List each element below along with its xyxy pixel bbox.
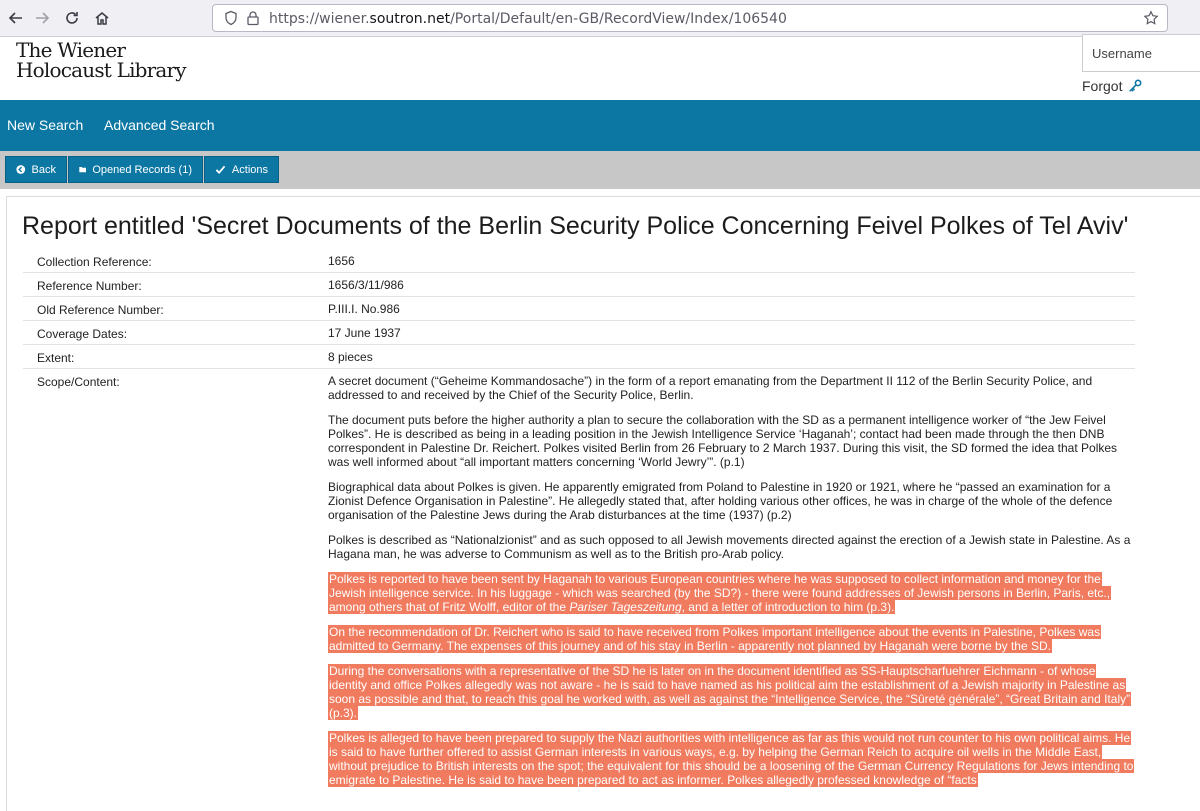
shield-icon[interactable] — [223, 10, 239, 26]
check-icon — [215, 164, 226, 175]
scope-paragraph-highlighted — [328, 572, 1135, 614]
url-prefix: https://wiener. — [269, 11, 370, 27]
key-icon — [1128, 79, 1142, 93]
record-toolbar — [0, 151, 1200, 189]
field-row-extent — [23, 345, 1135, 369]
address-bar[interactable] — [212, 4, 1168, 32]
scope-content — [314, 369, 1135, 803]
highlight-text: Polkes is reported to have been sent by Haganah to various European countries where he was supposed to collect information and money for the Jewish intelligence service. In his luggage - which was searched (by the SD?) - there were found addresses of Jewish persons in Berlin, Paris, etc., among others that of Fritz Wolff, editor of the — [329, 572, 1111, 614]
star-icon[interactable] — [1143, 10, 1159, 26]
username-input[interactable] — [1082, 34, 1200, 72]
field-value: 8 pieces — [314, 345, 1135, 369]
highlight-italic-text: Pariser Tageszeitung — [569, 600, 682, 614]
logo-line-2: Holocaust Library — [16, 58, 186, 82]
scope-paragraph: A secret document (“Geheime Kommandosache”) in the form of a report emanating from the Department II 112 of the Berlin Security Police, and addressed to and received by the Chief of the Security Police, Berlin. — [328, 374, 1093, 402]
forgot-label: Forgot — [1082, 78, 1123, 94]
browser-toolbar — [0, 0, 1200, 37]
back-arrow-icon[interactable] — [4, 6, 28, 30]
opened-records-button[interactable] — [68, 156, 203, 183]
site-logo[interactable] — [16, 40, 186, 80]
scope-paragraph: Polkes is described as “Nationalzionist” and as such opposed to all Jewish movements directed against the erection of a Jewish state in Palestine. As a Hagana man, he was adverse to Communism as well as to the British pro-Arab policy. — [328, 533, 1131, 561]
advanced-search-link[interactable]: Advanced Search — [104, 117, 215, 133]
highlight: During the conversations with a representative of the SD he is later on in the document identified as SS-Hauptscharfuehrer Eichmann - of whose identity and office Polkes allegedly was not aware - he is said to have named as his political aim the establishment of a Jewish majority in Palestine as soon as possible and that, to reach this goal he worked with, as well as against the “Intelligence Service, the “Sûreté générale”, “Great Britain and Italy” (p.3). — [329, 664, 1131, 720]
scope-paragraph-highlighted — [328, 625, 1135, 653]
scope-paragraph: Biographical data about Polkes is given. He apparently emigrated from Poland to Palestine in 1920 or 1921, where he “passed an examination for a Zionist Defence Organisation in Palestine”. He allegedly stated that, after holding various other offices, he was in charge of the whole of the defence organisation of the Palestine Jews during the Arab disturbances at the time (1937) (p.2) — [328, 480, 1113, 522]
field-label: Coverage Dates: — [23, 321, 314, 345]
field-value: 17 June 1937 — [314, 321, 1135, 345]
url-path: /Portal/Default/en-GB/RecordView/Index/106540 — [450, 11, 787, 27]
scope-paragraph-highlighted — [328, 664, 1135, 720]
reload-icon[interactable] — [60, 6, 84, 30]
opened-records-label: Opened Records (1) — [92, 163, 192, 176]
scope-paragraph-highlighted — [328, 731, 1135, 787]
field-label: Reference Number: — [23, 273, 314, 297]
highlight — [328, 572, 1111, 614]
field-label: Scope/Content: — [37, 375, 120, 389]
record-title: Report entitled 'Secret Documents of the Berlin Security Police Concerning Feivel Polkes of Tel Aviv' — [22, 212, 1129, 240]
main-navigation — [0, 100, 1200, 151]
username-placeholder: Username — [1092, 46, 1152, 61]
logo-line-1: The Wiener — [16, 38, 126, 62]
url-text[interactable] — [269, 11, 787, 27]
back-label: Back — [31, 163, 56, 176]
field-label: Extent: — [23, 345, 314, 369]
highlight: On the recommendation of Dr. Reichert who is said to have received from Polkes important intelligence about the events in Palestine, Polkes was admitted to Germany. The expenses of this journey and of his stay in Berlin - apparently not planned by Haganah were borne by the SD. — [329, 625, 1101, 653]
back-button[interactable] — [5, 156, 67, 183]
field-row-coverage-dates — [23, 321, 1135, 345]
highlight-text: , and a letter of introduction to him (p.3). — [681, 600, 895, 614]
new-search-link[interactable]: New Search — [7, 117, 84, 133]
field-row-collection-reference — [23, 249, 1135, 273]
actions-button[interactable] — [204, 156, 279, 183]
lock-icon[interactable] — [245, 10, 261, 26]
field-label: Old Reference Number: — [23, 297, 314, 321]
field-label: Collection Reference: — [23, 249, 314, 273]
forgot-link[interactable] — [1082, 78, 1142, 94]
highlight: Polkes is alleged to have been prepared to supply the Nazi authorities with intelligence as far as this would not run counter to his own political aims. He is said to have further offered to assist German interests in various ways, e.g. by helping the German Reich to acquire oil wells in the Middle East, without prejudice to British interests on the spot; the equivalent for this should be a loosening of the German Currency Regulations for Jews intending to emigrate to Palestine. He is said to have been prepared to act as informer. Polkes allegedly professed knowledge of “facts — [329, 731, 1134, 787]
back-circle-icon — [16, 164, 26, 175]
actions-label: Actions — [231, 163, 268, 176]
field-value: 1656/3/11/986 — [314, 273, 1135, 297]
url-host: soutron.net — [369, 11, 451, 27]
scope-paragraph: The document puts before the higher authority a plan to secure the collaboration with the SD as a permanent intelligence worker of “the Jew Feivel Polkes”. He is described as being in a leading position in the Jewish Intelligence Service ‘Haganah’; contact had been made through the then DNB correspondent in Palestine Dr. Reichert. Polkes visited Berlin from 26 February to 2 March 1937. During this visit, the SD formed the idea that Polkes was well informed about “all important matters concerning ‘World Jewry’”. (p.1) — [328, 413, 1118, 469]
record-fields-table — [23, 249, 1135, 802]
field-row-scope-content — [23, 369, 1135, 803]
folder-icon — [79, 164, 86, 175]
field-row-reference-number — [23, 273, 1135, 297]
field-value: P.III.I. No.986 — [314, 297, 1135, 321]
forward-arrow-icon[interactable] — [30, 6, 54, 30]
record-panel — [6, 196, 1200, 811]
field-row-old-reference-number — [23, 297, 1135, 321]
home-icon[interactable] — [90, 6, 114, 30]
field-value: 1656 — [314, 249, 1135, 273]
